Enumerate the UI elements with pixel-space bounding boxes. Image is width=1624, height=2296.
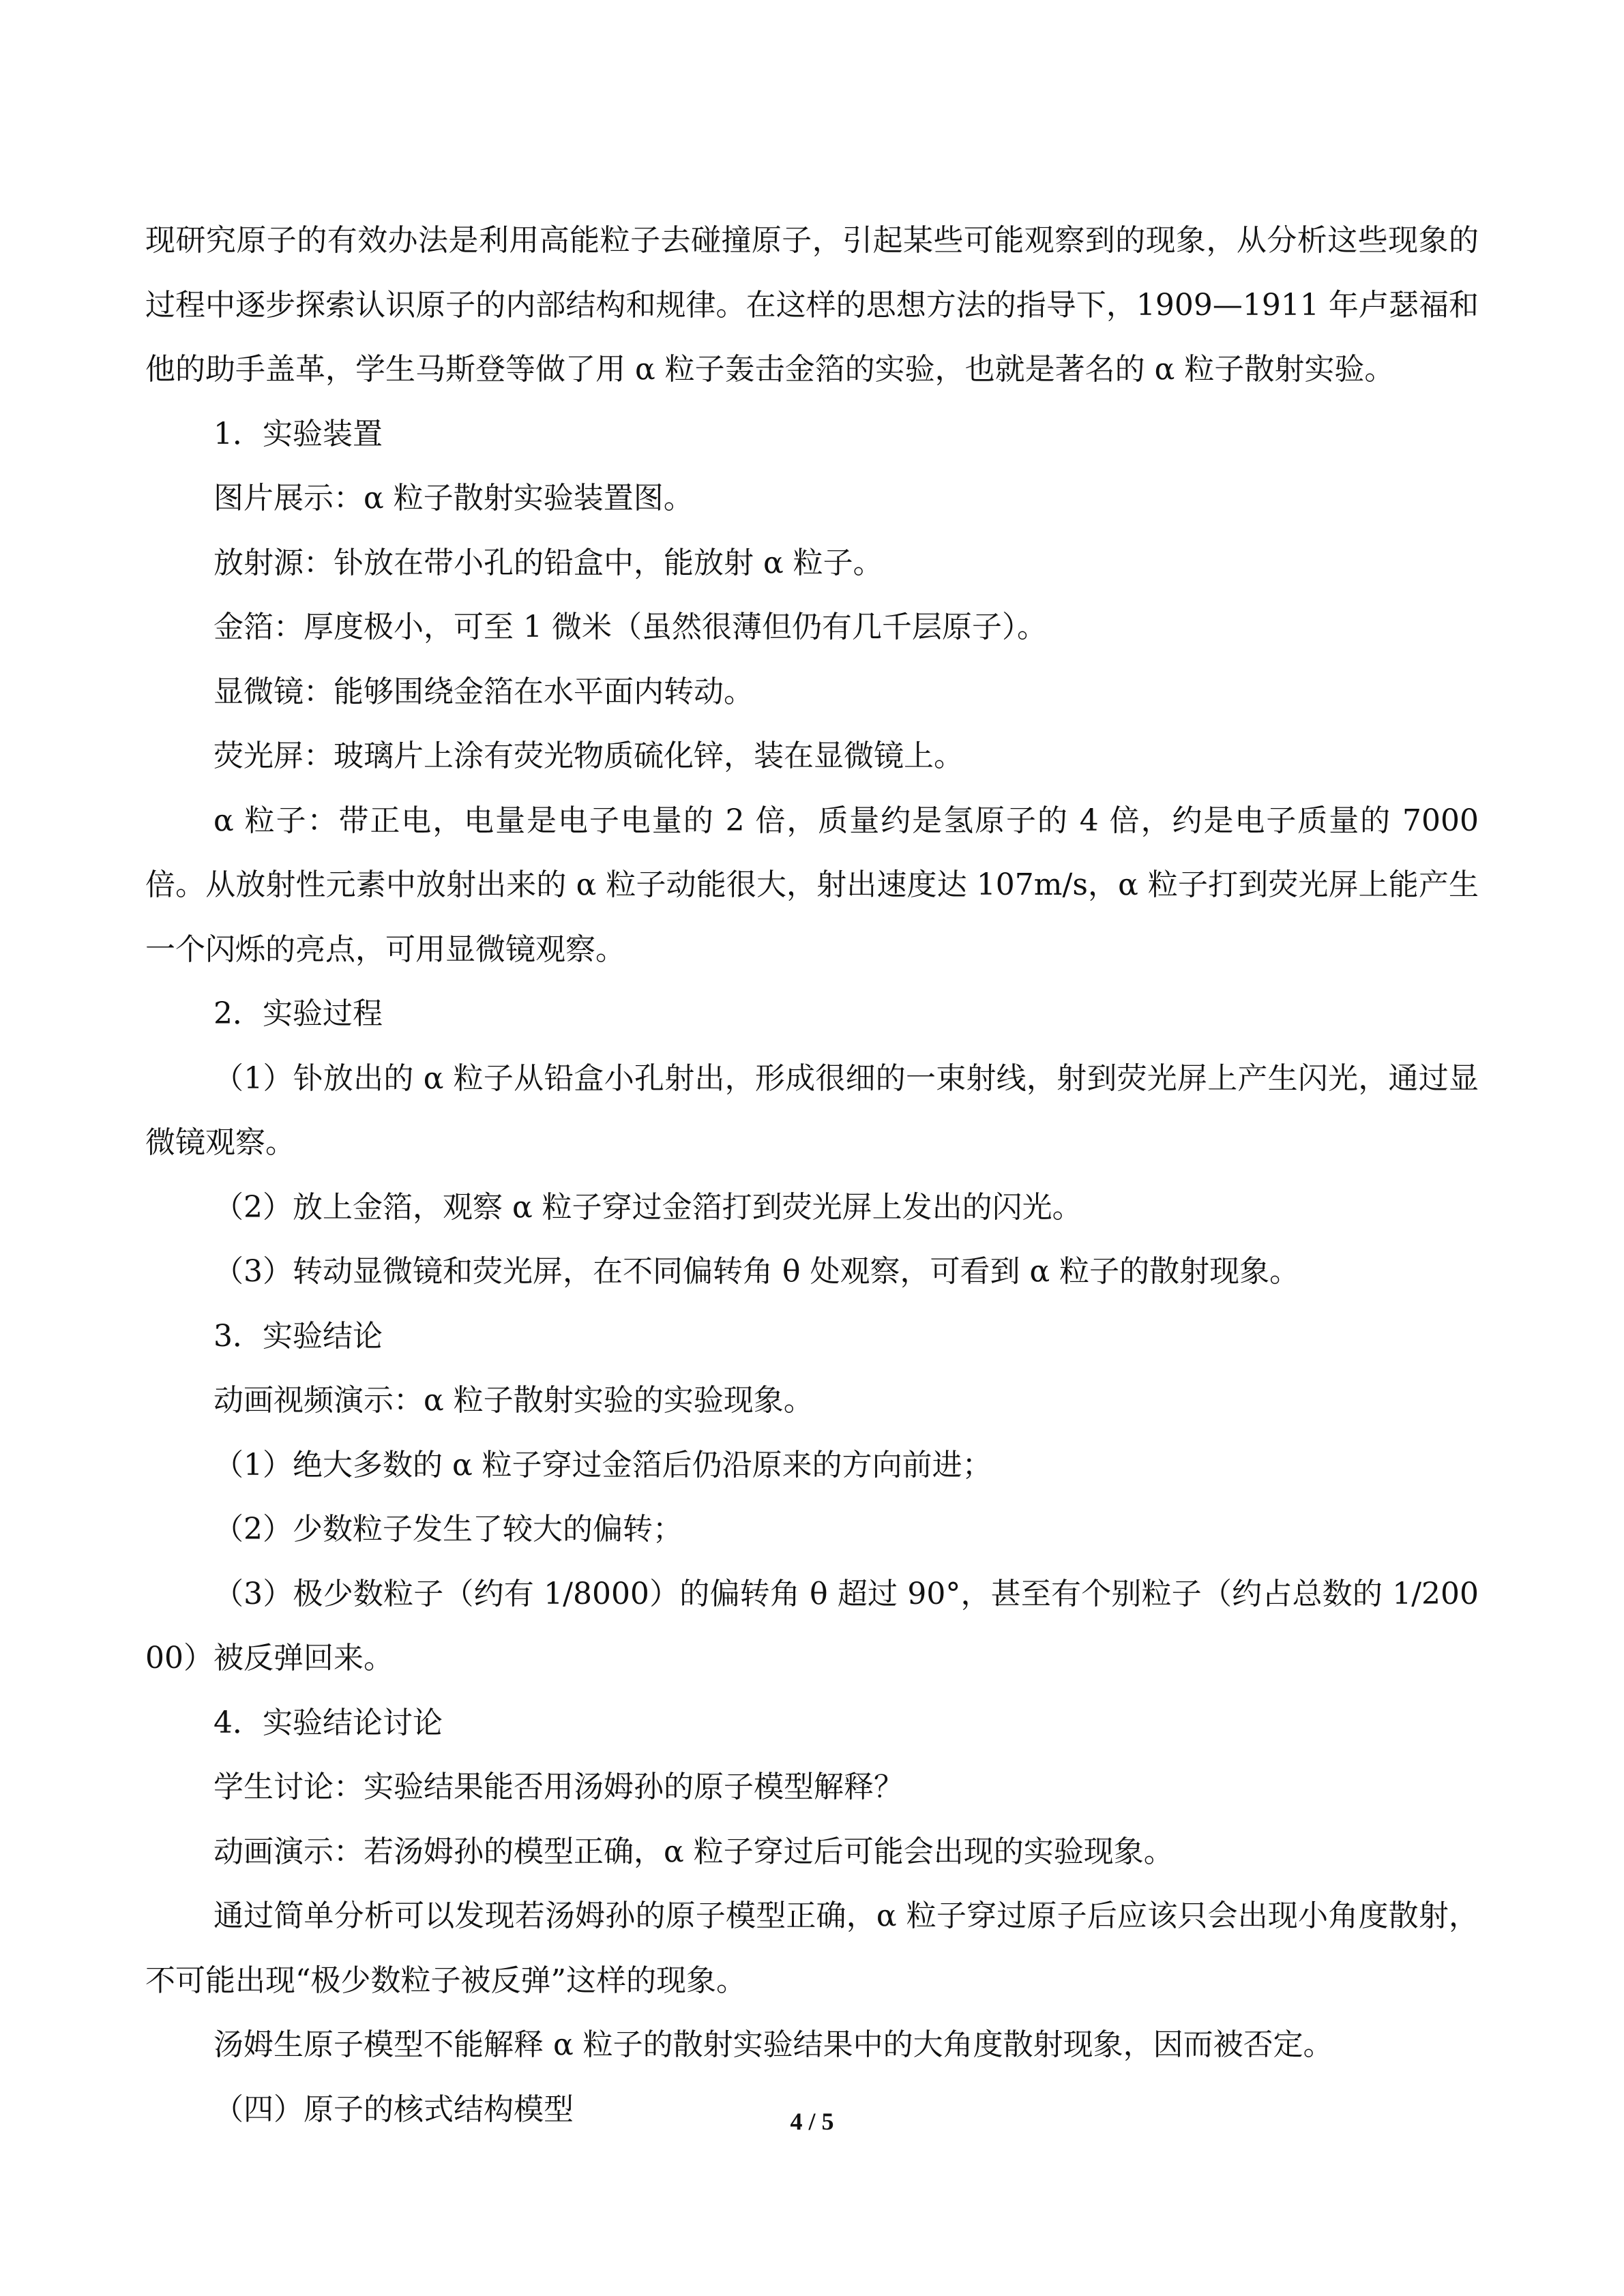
apparatus-screen: 荧光屏：玻璃片上涂有荧光物质硫化锌，装在显微镜上。 <box>213 739 964 773</box>
alpha-particle-description: α 粒子：带正电，电量是电子电量的 2 倍，质量约是氢原子的 4 倍，约是电子质量的 7000 倍。从放射性元素中放射出来的 α 粒子动能很大，射出速度达 107m/s，α 粒子打到荧光屏上能产生一个闪烁的亮点，可用显微镜观察。 <box>145 803 1479 967</box>
page-number: 4 / 5 <box>790 2108 834 2135</box>
conclusion-video-note: 动画视频演示：α 粒子散射实验的实验现象。 <box>213 1383 814 1418</box>
apparatus-gold-foil: 金箔：厚度极小，可至 1 微米（虽然很薄但仍有几千层原子）。 <box>213 610 1047 644</box>
section-heading-apparatus: 1．实验装置 <box>213 416 383 451</box>
intro-paragraph: 现研究原子的有效办法是利用高能粒子去碰撞原子，引起某些可能观察到的现象，从分析这些现象的过程中逐步探索认识原子的内部结构和规律。在这样的思想方法的指导下，1909—1911 年卢瑟福和他的助手盖革，学生马斯登等做了用 α 粒子轰击金箔的实验，也就是著名的 α 粒子散射实验。 <box>145 223 1479 387</box>
page-body <box>145 209 1479 2142</box>
section-heading-conclusion: 3．实验结论 <box>213 1318 383 1354</box>
apparatus-source: 放射源：钋放在带小孔的铅盒中，能放射 α 粒子。 <box>213 545 883 580</box>
conclusion-item-1: （1）绝大多数的 α 粒子穿过金箔后仍沿原来的方向前进； <box>213 1447 992 1482</box>
apparatus-microscope: 显微镜：能够围绕金箔在水平面内转动。 <box>213 674 754 709</box>
section-heading-nuclear-model: （四）原子的核式结构模型 <box>213 2091 574 2127</box>
process-step-2: （2）放上金箔，观察 α 粒子穿过金箔打到荧光屏上发出的闪光。 <box>213 1189 1082 1225</box>
discussion-analysis: 通过简单分析可以发现若汤姆孙的原子模型正确，α 粒子穿过原子后应该只会出现小角度散射，不可能出现“极少数粒子被反弹”这样的现象。 <box>145 1898 1479 1998</box>
discussion-rejection: 汤姆生原子模型不能解释 α 粒子的散射实验结果中的大角度散射现象，因而被否定。 <box>213 2027 1333 2062</box>
discussion-question: 学生讨论：实验结果能否用汤姆孙的原子模型解释？ <box>213 1770 904 1804</box>
process-step-3: （3）转动显微镜和荧光屏，在不同偏转角 θ 处观察，可看到 α 粒子的散射现象。 <box>213 1254 1300 1289</box>
apparatus-figure-note: 图片展示：α 粒子散射实验装置图。 <box>213 481 694 516</box>
section-heading-discussion: 4．实验结论讨论 <box>213 1705 443 1740</box>
conclusion-item-2: （2）少数粒子发生了较大的偏转； <box>213 1512 683 1547</box>
conclusion-item-3: （3）极少数粒子（约有 1/8000）的偏转角 θ 超过 90°，甚至有个别粒子（约占总数的 1/20000）被反弹回来。 <box>145 1576 1479 1675</box>
section-heading-process: 2．实验过程 <box>213 996 383 1031</box>
discussion-animation-note: 动画演示：若汤姆孙的模型正确，α 粒子穿过后可能会出现的实验现象。 <box>213 1834 1174 1869</box>
process-step-1: （1）钋放出的 α 粒子从铅盒小孔射出，形成很细的一束射线，射到荧光屏上产生闪光，通过显微镜观察。 <box>145 1060 1479 1160</box>
